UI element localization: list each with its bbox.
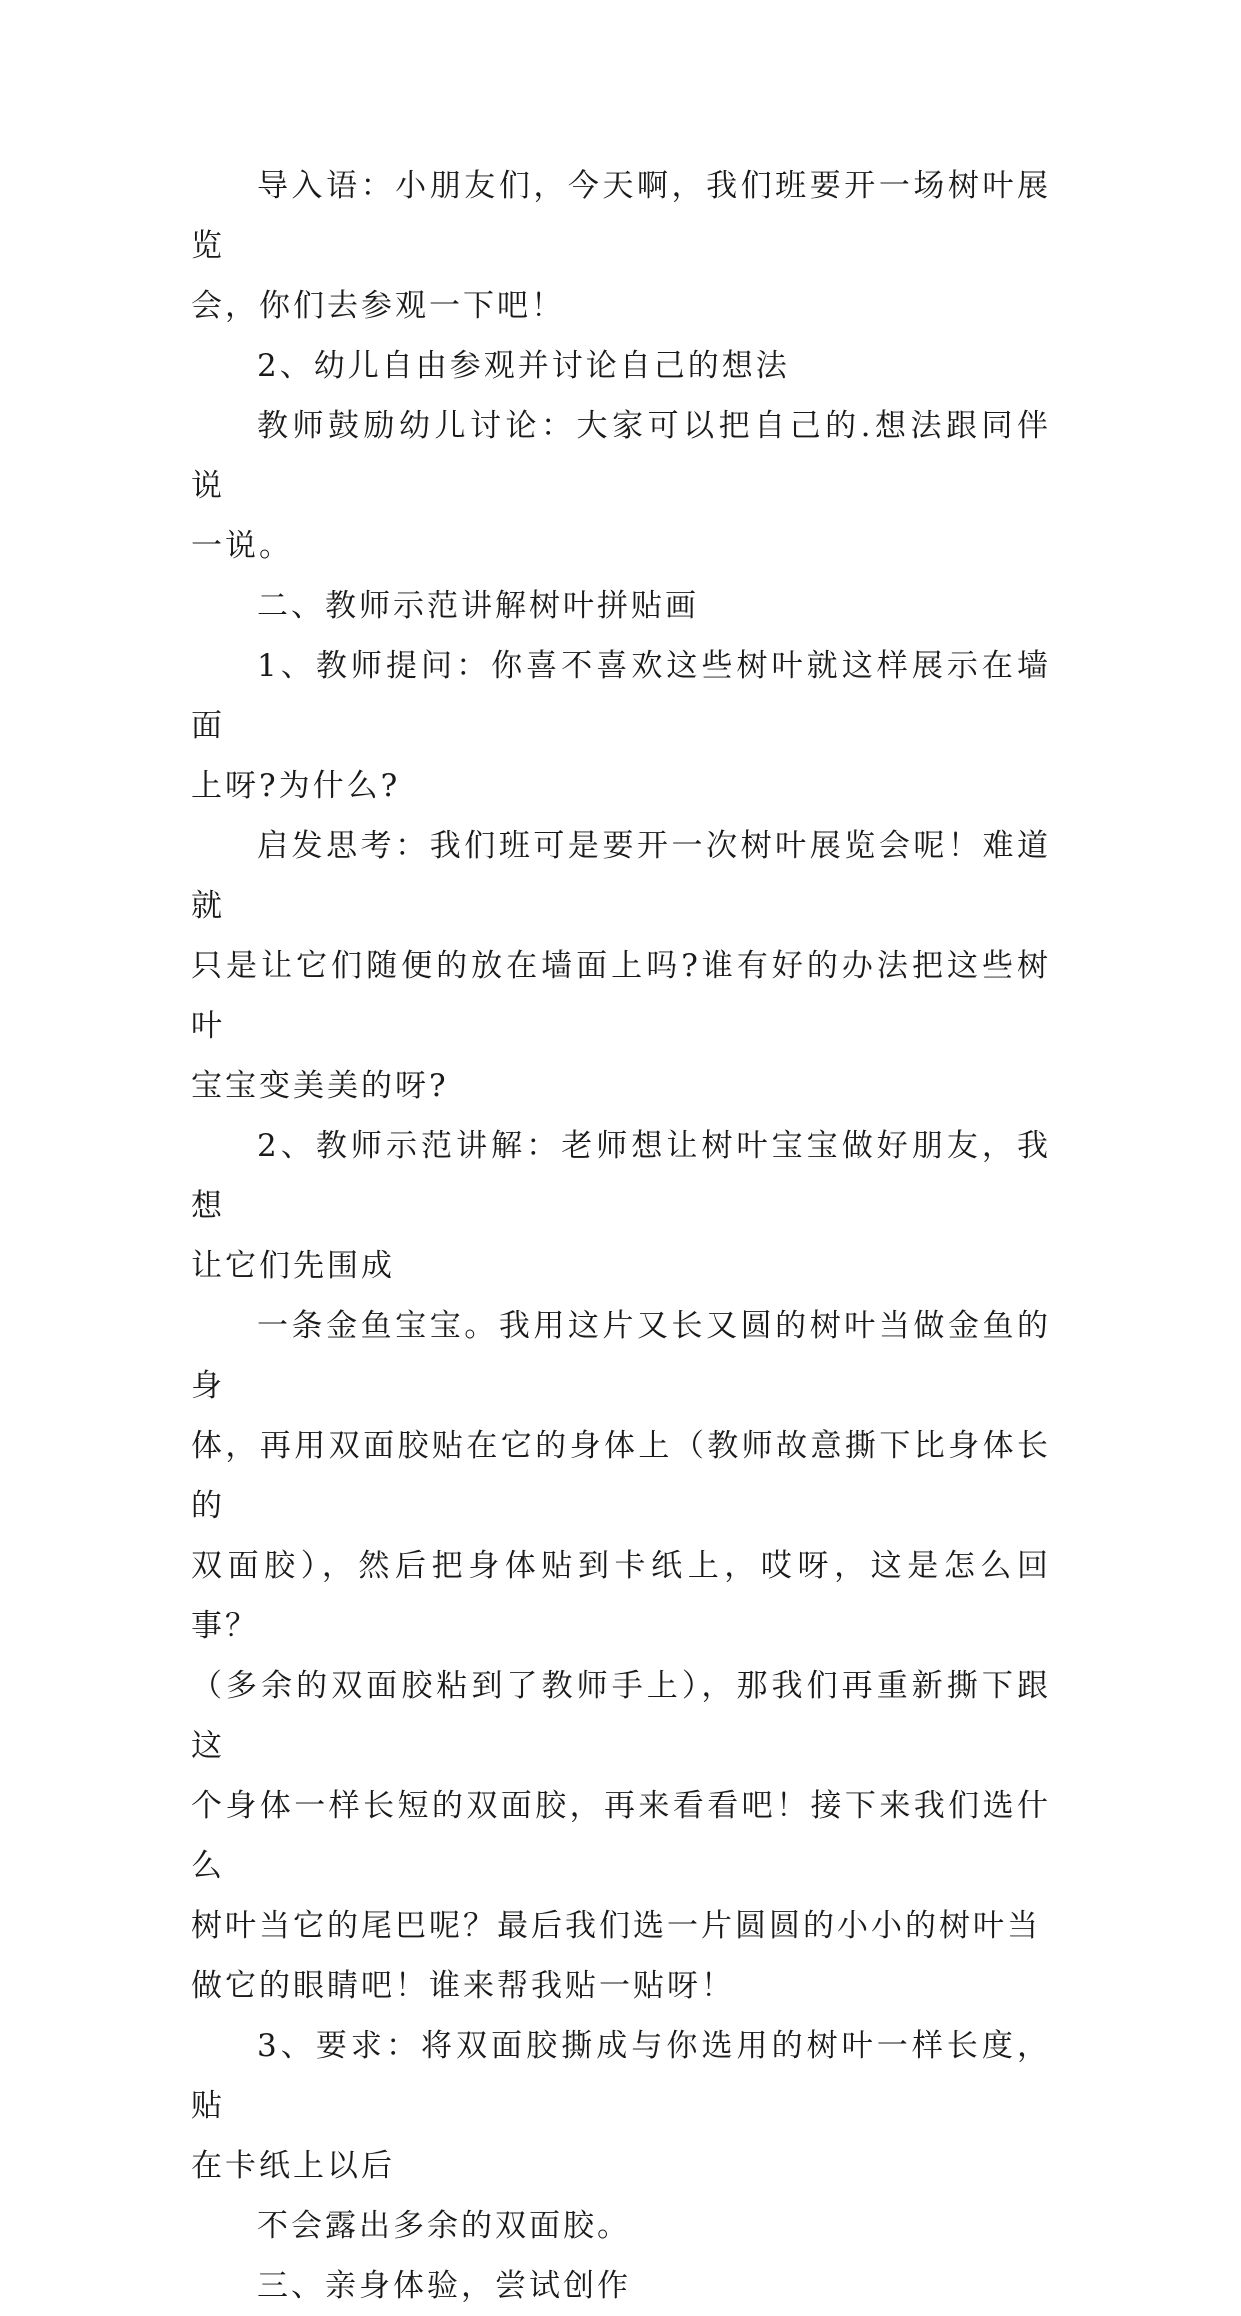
text-line: 个身体一样长短的双面胶，再来看看吧！接下来我们选什么 [191, 1788, 1051, 1884]
text-line: 不会露出多余的双面胶。 [257, 2208, 631, 2244]
text-line: 导入语：小朋友们，今天啊，我们班要开一场树叶展览 [191, 168, 1051, 264]
paragraph-intro [191, 156, 1051, 336]
paragraph-demo [191, 1116, 1051, 1296]
text-line: 宝宝变美美的呀? [191, 1068, 449, 1104]
text-line: 一说。 [191, 528, 293, 564]
text-line: 做它的眼睛吧！谁来帮我贴一贴呀！ [191, 1968, 735, 2004]
text-line: 树叶当它的尾巴呢？最后我们选一片圆圆的小小的树叶当 [191, 1908, 1041, 1944]
text-line: 只是让它们随便的放在墙面上吗?谁有好的办法把这些树叶 [191, 948, 1051, 1044]
text-line: 会，你们去参观一下吧！ [191, 288, 565, 324]
text-line: 启发思考：我们班可是要开一次树叶展览会呢！难道就 [191, 828, 1051, 924]
text-line: 2、教师示范讲解：老师想让树叶宝宝做好朋友，我想 [191, 1128, 1051, 1224]
text-line: 二、教师示范讲解树叶拼贴画 [257, 588, 699, 624]
text-line: 三、亲身体验，尝试创作 [257, 2268, 631, 2304]
paragraph-teacher-question [191, 636, 1051, 816]
section-heading-3 [191, 2256, 1051, 2316]
text-line: 让它们先围成 [191, 1248, 395, 1284]
paragraph-step-2 [191, 336, 1051, 396]
text-line: 教师鼓励幼儿讨论：大家可以把自己的.想法跟同伴说 [191, 408, 1051, 504]
text-line: 体，再用双面胶贴在它的身体上（教师故意撕下比身体长的 [191, 1428, 1051, 1524]
text-line: 上呀?为什么? [191, 768, 401, 804]
text-line: 一条金鱼宝宝。我用这片又长又圆的树叶当做金鱼的身 [191, 1308, 1051, 1404]
paragraph-goldfish [191, 1296, 1051, 2016]
paragraph-inspire [191, 816, 1051, 1116]
document-body [191, 156, 1051, 2316]
text-line: 2、幼儿自由参观并讨论自己的想法 [257, 348, 790, 384]
text-line: （多余的双面胶粘到了教师手上），那我们再重新撕下跟这 [191, 1668, 1051, 1764]
section-heading-2 [191, 576, 1051, 636]
text-line: 1、教师提问：你喜不喜欢这些树叶就这样展示在墙面 [191, 648, 1051, 744]
text-line: 3、要求：将双面胶撕成与你选用的树叶一样长度，贴 [191, 2028, 1051, 2124]
text-line: 在卡纸上以后 [191, 2148, 395, 2184]
text-line: 双面胶），然后把身体贴到卡纸上，哎呀，这是怎么回事？ [191, 1548, 1051, 1644]
paragraph-requirement [191, 2016, 1051, 2196]
paragraph-teacher-encourage [191, 396, 1051, 576]
paragraph-no-excess-tape [191, 2196, 1051, 2256]
